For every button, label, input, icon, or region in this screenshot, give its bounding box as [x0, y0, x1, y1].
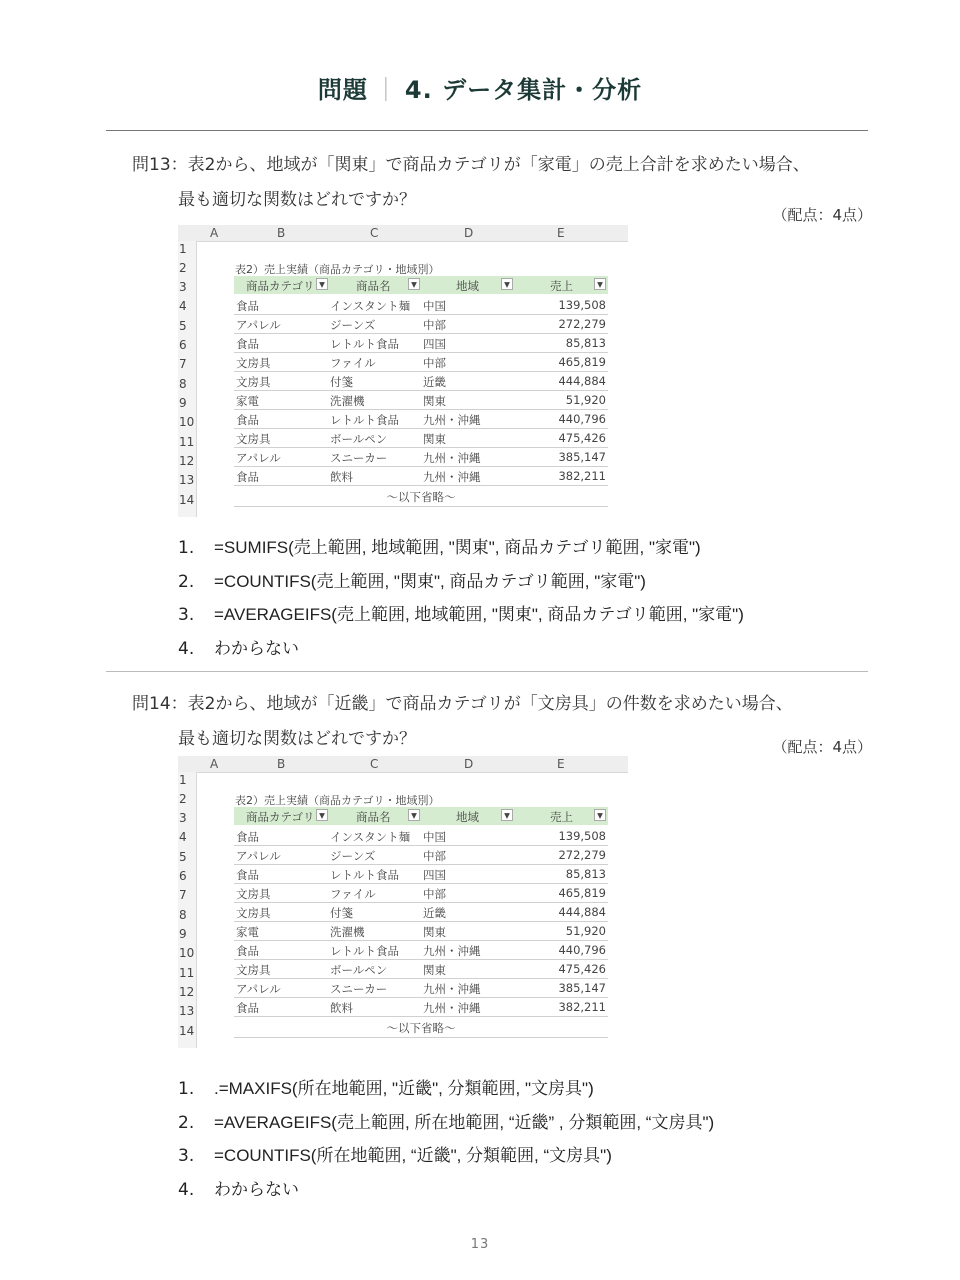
cell-category: 文房具 [236, 963, 271, 977]
cell-region: 関東 [423, 963, 446, 977]
choice-text: =COUNTIFS(売上範囲, "関東", 商品カテゴリ範囲, "家電") [214, 571, 646, 591]
points-label: （配点：4点） [772, 206, 872, 224]
table-row [234, 466, 608, 486]
row-number: 3 [179, 280, 187, 294]
cell-sales: 272,279 [558, 317, 606, 331]
cell-product: 飲料 [330, 470, 353, 484]
choice-number: 1. [178, 1079, 195, 1099]
table-row [234, 371, 608, 391]
cell-region: 九州・沖縄 [423, 413, 481, 427]
choice-text: わからない [214, 638, 299, 658]
row-number: 1 [179, 242, 187, 256]
choice-3[interactable] [178, 1141, 714, 1175]
question-text: 表2から、地域が「近畿」で商品カテゴリが「文房具」の件数を求めたい場合、 [187, 694, 793, 714]
filter-dropdown-icon: ▾ [316, 278, 328, 290]
table-row [234, 845, 608, 865]
filter-dropdown-icon: ▾ [594, 809, 606, 821]
filter-dropdown-icon: ▾ [316, 809, 328, 821]
column-header-d: D [464, 226, 474, 240]
cell-region: 関東 [423, 925, 446, 939]
cell-product: ジーンズ [330, 849, 376, 863]
title-prefix: 問題 [317, 76, 368, 104]
choice-number: 4. [178, 1179, 195, 1200]
filter-dropdown-icon: ▾ [408, 809, 420, 821]
cell-region: 九州・沖縄 [423, 982, 481, 996]
cell-region: 中国 [423, 830, 446, 844]
row-headers [178, 241, 197, 517]
section-divider [106, 671, 868, 672]
row-number: 5 [179, 850, 187, 864]
row-number: 13 [179, 1004, 195, 1018]
cell-sales: 475,426 [558, 962, 606, 976]
cell-sales: 139,508 [558, 829, 606, 843]
cell-sales: 85,813 [565, 336, 606, 350]
row-number: 4 [179, 830, 187, 844]
table-row [234, 352, 608, 372]
omitted-note: ～以下省略～ [386, 1021, 456, 1035]
row-number: 4 [179, 299, 187, 313]
choice-text: わからない [214, 1179, 299, 1199]
column-header-a: A [210, 226, 219, 240]
table-header-row [234, 276, 608, 294]
cell-category: 食品 [236, 830, 259, 844]
cell-product: レトルト食品 [330, 868, 399, 882]
row-number: 12 [179, 985, 195, 999]
header-category: 商品カテゴリ [246, 279, 315, 293]
row-number: 9 [179, 927, 187, 941]
cell-sales: 444,884 [558, 905, 606, 919]
choice-1[interactable] [178, 533, 744, 567]
question-text-line2: 最も適切な関数はどれですか？ [178, 190, 416, 210]
cell-sales: 465,819 [558, 886, 606, 900]
cell-region: 近畿 [423, 906, 446, 920]
cell-category: 家電 [236, 394, 259, 408]
cell-region: 中部 [423, 849, 446, 863]
cell-region: 関東 [423, 394, 446, 408]
cell-category: 食品 [236, 299, 259, 313]
cell-sales: 85,813 [565, 867, 606, 881]
row-number: 11 [179, 966, 195, 980]
cell-sales: 385,147 [558, 981, 606, 995]
choice-2[interactable] [178, 567, 744, 601]
question-text-line2: 最も適切な関数はどれですか？ [178, 729, 416, 749]
row-number: 6 [179, 338, 187, 352]
cell-sales: 382,211 [558, 469, 606, 483]
cell-category: 文房具 [236, 906, 271, 920]
title-separator: ｜ [373, 76, 399, 104]
cell-category: アパレル [236, 318, 281, 332]
cell-category: アパレル [236, 982, 281, 996]
cell-product: スニーカー [330, 451, 388, 465]
cell-product: ジーンズ [330, 318, 376, 332]
header-category: 商品カテゴリ [246, 810, 315, 824]
row-number: 12 [179, 454, 195, 468]
column-header-e: E [557, 226, 565, 240]
row-number: 6 [179, 869, 187, 883]
choices-q14 [178, 1074, 714, 1208]
row-number: 8 [179, 908, 187, 922]
cell-category: 食品 [236, 337, 259, 351]
title-main: 4. データ集計・分析 [404, 76, 643, 104]
page-number: 13 [470, 1237, 490, 1252]
choice-number: 2. [178, 1112, 195, 1133]
cell-category: 文房具 [236, 887, 271, 901]
cell-category: 食品 [236, 1001, 259, 1015]
table-row [234, 333, 608, 353]
cell-category: アパレル [236, 849, 281, 863]
table-row [234, 883, 608, 903]
choice-text: =COUNTIFS(所在地範囲, “近畿", 分類範囲, “文房具") [214, 1146, 612, 1165]
table-row [234, 864, 608, 884]
row-number: 14 [179, 493, 195, 507]
cell-category: アパレル [236, 451, 281, 465]
question-colon: ： [170, 155, 188, 175]
cell-region: 中部 [423, 356, 446, 370]
table-row [234, 390, 608, 410]
cell-sales: 51,920 [565, 924, 606, 938]
choice-text: .=MAXIFS(所在地範囲, "近畿", 分類範囲, "文房具") [214, 1079, 594, 1098]
table-bottom-border [234, 487, 608, 507]
column-header-b: B [277, 757, 286, 771]
cell-product: 洗濯機 [330, 394, 365, 408]
cell-category: 食品 [236, 413, 259, 427]
cell-sales: 382,211 [558, 1000, 606, 1014]
question-number: 問13 [132, 155, 171, 175]
question-text: 表2から、地域が「関東」で商品カテゴリが「家電」の売上合計を求めたい場合、 [187, 155, 810, 175]
table-row [234, 447, 608, 467]
cell-sales: 139,508 [558, 298, 606, 312]
cell-product: ボールペン [330, 963, 388, 977]
column-header-d: D [464, 757, 474, 771]
row-number: 13 [179, 473, 195, 487]
column-header-e: E [557, 757, 565, 771]
cell-product: レトルト食品 [330, 337, 399, 351]
filter-dropdown-icon: ▾ [501, 278, 513, 290]
choice-number: 4. [178, 638, 195, 659]
cell-sales: 444,884 [558, 374, 606, 388]
row-headers [178, 772, 197, 1048]
cell-product: 付箋 [330, 375, 353, 389]
choice-4[interactable] [178, 1175, 714, 1209]
choices-q13 [178, 533, 744, 667]
table-row [234, 902, 608, 922]
table-bottom-border [234, 1018, 608, 1038]
cell-product: スニーカー [330, 982, 388, 996]
table-row [234, 921, 608, 941]
points-label: （配点：4点） [772, 738, 872, 756]
table-row [234, 940, 608, 960]
choice-3[interactable] [178, 600, 744, 634]
cell-sales: 51,920 [565, 393, 606, 407]
question-colon: ： [170, 694, 188, 714]
cell-category: 家電 [236, 925, 259, 939]
cell-region: 関東 [423, 432, 446, 446]
row-number: 9 [179, 396, 187, 410]
cell-region: 中部 [423, 318, 446, 332]
question-14 [132, 689, 872, 756]
cell-product: ファイル [330, 356, 376, 370]
cell-region: 九州・沖縄 [423, 1001, 481, 1015]
choice-text: =SUMIFS(売上範囲, 地域範囲, "関東", 商品カテゴリ範囲, "家電") [214, 538, 701, 557]
row-number: 5 [179, 319, 187, 333]
filter-dropdown-icon: ▾ [594, 278, 606, 290]
row-number: 14 [179, 1024, 195, 1038]
cell-sales: 385,147 [558, 450, 606, 464]
cell-product: レトルト食品 [330, 944, 399, 958]
table-row [234, 314, 608, 334]
spreadsheet-image-q14 [178, 756, 628, 1048]
column-header-b: B [277, 226, 286, 240]
filter-dropdown-icon: ▾ [408, 278, 420, 290]
table-row [234, 959, 608, 979]
table-caption: 表2）売上実績（商品カテゴリ・地域別） [235, 794, 440, 807]
column-headers [178, 225, 628, 242]
cell-product: 付箋 [330, 906, 353, 920]
cell-sales: 465,819 [558, 355, 606, 369]
header-region: 地域 [456, 810, 479, 824]
choice-number: 1. [178, 538, 195, 558]
cell-sales: 475,426 [558, 431, 606, 445]
row-number: 2 [179, 792, 187, 806]
table-row [234, 978, 608, 998]
cell-category: 文房具 [236, 356, 271, 370]
row-number: 2 [179, 261, 187, 275]
row-number: 11 [179, 435, 195, 449]
question-text-line1 [132, 689, 872, 714]
cell-region: 中部 [423, 887, 446, 901]
cell-category: 食品 [236, 868, 259, 882]
choice-2[interactable] [178, 1108, 714, 1142]
choice-number: 3. [178, 605, 195, 625]
cell-category: 文房具 [236, 432, 271, 446]
choice-4[interactable] [178, 634, 744, 668]
header-sales: 売上 [550, 810, 573, 824]
cell-region: 九州・沖縄 [423, 451, 481, 465]
question-13 [132, 150, 872, 224]
cell-product: インスタント麺 [330, 830, 411, 844]
cell-category: 食品 [236, 470, 259, 484]
row-number: 10 [179, 415, 195, 429]
question-text-line1 [132, 150, 872, 175]
spreadsheet-image-q13 [178, 225, 628, 517]
cell-category: 文房具 [236, 375, 271, 389]
question-number: 問14 [132, 694, 171, 714]
column-header-c: C [370, 757, 379, 771]
header-sales: 売上 [550, 279, 573, 293]
cell-product: インスタント麺 [330, 299, 411, 313]
header-product: 商品名 [356, 810, 391, 824]
cell-product: レトルト食品 [330, 413, 399, 427]
row-number: 10 [179, 946, 195, 960]
filter-dropdown-icon: ▾ [501, 809, 513, 821]
cell-sales: 440,796 [558, 412, 606, 426]
cell-region: 九州・沖縄 [423, 470, 481, 484]
header-product: 商品名 [356, 279, 391, 293]
cell-region: 四国 [423, 868, 446, 882]
table-row [234, 997, 608, 1017]
cell-sales: 440,796 [558, 943, 606, 957]
cell-product: 洗濯機 [330, 925, 365, 939]
cell-product: 飲料 [330, 1001, 353, 1015]
choice-number: 2. [178, 571, 195, 592]
title-divider [106, 130, 868, 131]
row-number: 7 [179, 888, 187, 902]
table-row [234, 295, 608, 315]
cell-region: 中国 [423, 299, 446, 313]
cell-product: ボールペン [330, 432, 388, 446]
cell-region: 九州・沖縄 [423, 944, 481, 958]
column-header-a: A [210, 757, 219, 771]
row-number: 7 [179, 357, 187, 371]
row-number: 1 [179, 773, 187, 787]
table-row [234, 428, 608, 448]
choice-number: 3. [178, 1146, 195, 1166]
column-headers [178, 756, 628, 773]
table-row [234, 826, 608, 846]
page-title [0, 70, 960, 105]
table-row [234, 409, 608, 429]
omitted-note: ～以下省略～ [386, 490, 456, 504]
row-number: 3 [179, 811, 187, 825]
row-number: 8 [179, 377, 187, 391]
table-header-row [234, 807, 608, 825]
cell-category: 食品 [236, 944, 259, 958]
choice-1[interactable] [178, 1074, 714, 1108]
cell-sales: 272,279 [558, 848, 606, 862]
cell-product: ファイル [330, 887, 376, 901]
header-region: 地域 [456, 279, 479, 293]
choice-text: =AVERAGEIFS(売上範囲, 地域範囲, "関東", 商品カテゴリ範囲, "家電") [214, 605, 744, 624]
column-header-c: C [370, 226, 379, 240]
choice-text: =AVERAGEIFS(売上範囲, 所在地範囲, “近畿” , 分類範囲, “文房具") [214, 1112, 715, 1132]
cell-region: 近畿 [423, 375, 446, 389]
cell-region: 四国 [423, 337, 446, 351]
table-caption: 表2）売上実績（商品カテゴリ・地域別） [235, 263, 440, 276]
